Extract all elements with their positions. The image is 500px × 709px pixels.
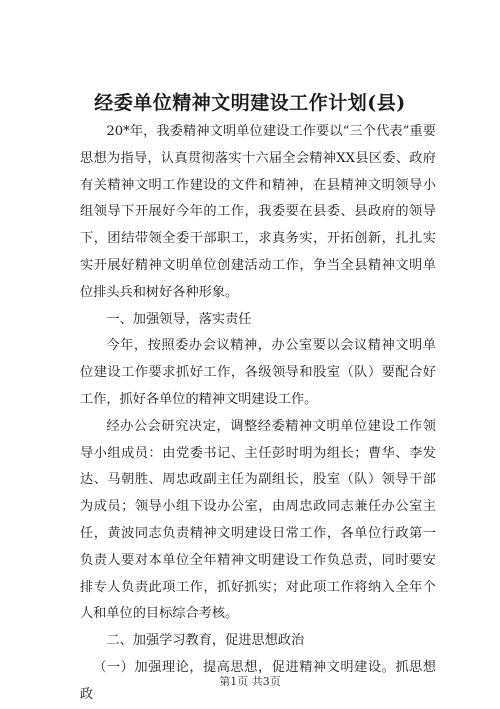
subsection-heading-1: （一）加强理论，提高思想，促进精神文明建设。抓思想政 bbox=[80, 659, 436, 702]
document-title: 经委单位精神文明建设工作计划(县) bbox=[94, 92, 406, 114]
intro-paragraph: 20*年，我委精神文明单位建设工作要以“三个代表”重要思想为指导，认真贯彻落实十六届全会精神XX县区委、政府有关精神文明工作建设的文件和精神，在县精神文明领导小组领导下开展好今年的工作，我委要在县委、县政府的领导下，团结带领全委干部职工，求真务实，开拓创新，扎扎实实开展好精神文明单位创建活动工作，争当全县精神文明单位排头兵和树好各种形象。 bbox=[80, 124, 436, 300]
document-body bbox=[80, 119, 436, 709]
section-1-paragraph-2: 经办公会研究决定，调整经委精神文明单位建设工作领导小组成员：由党委书记、主任彭时明为组长；曹华、李发达、马朝胜、周忠政副主任为副组长，股室（队）领导干部为成员；领导小组下设办公室，由周忠政同志兼任办公室主任，黄波同志负责精神文明建设日常工作，各单位行政第一负责人要对本单位全年精神文明建设工作负总责，同时要安排专人负责此项工作，抓好抓实；对此项工作将纳入全年个人和单位的目标综合考核。 bbox=[80, 418, 436, 622]
section-heading-1: 一、加强领导，落实责任 bbox=[106, 311, 252, 327]
page-footer: 第1页 共3页 bbox=[219, 675, 281, 688]
section-1-paragraph-1: 今年，按照委办会议精神，办公室要以会议精神文明单位建设工作要求抓好工作，各级领导和股室（队）要配合好工作，抓好各单位的精神文明建设工作。 bbox=[80, 338, 436, 407]
section-heading-2: 二、加强学习教育，促进思想政治 bbox=[106, 633, 305, 649]
